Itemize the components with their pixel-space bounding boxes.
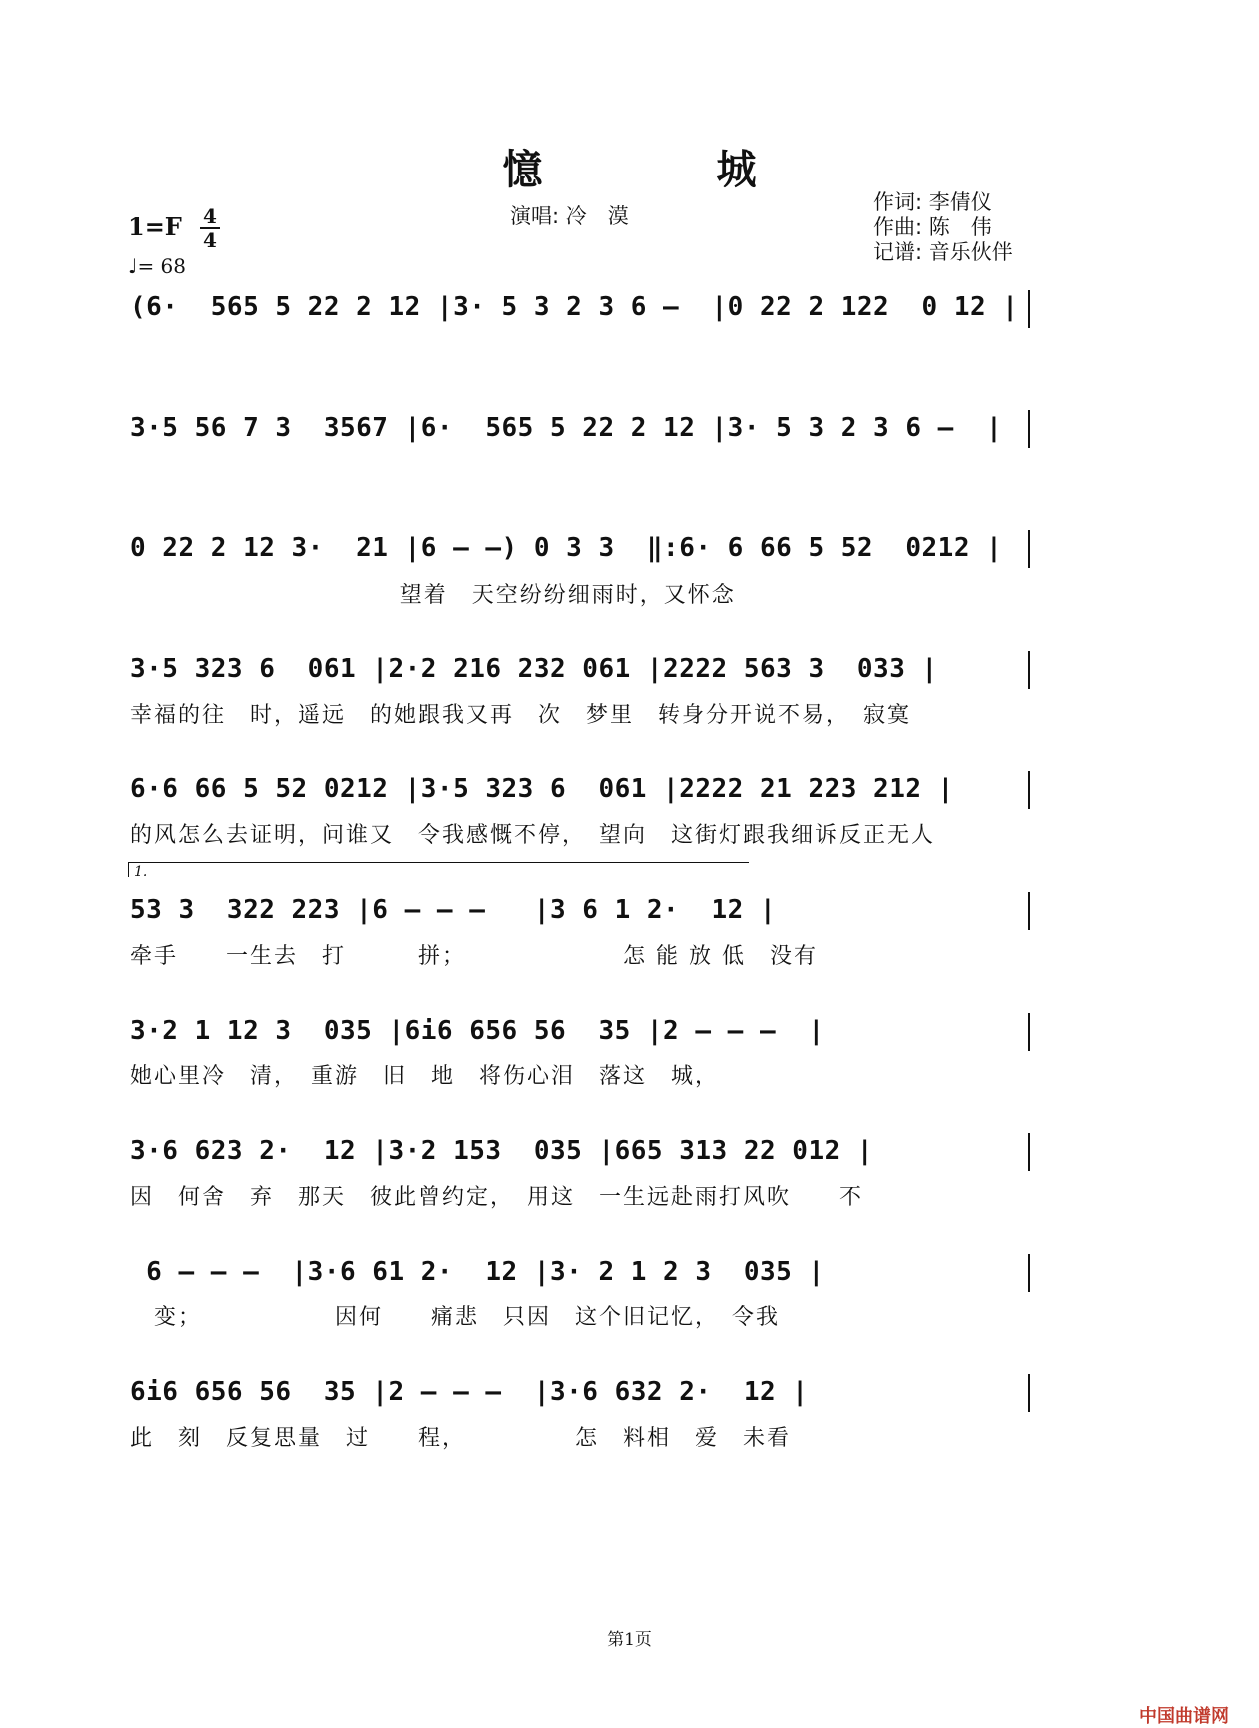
notation-line-6: 53 3 322 223 |6 – – – |3 6 1 2· 12 | [130, 895, 777, 925]
lyrics-line-9: 变； 因何 痛悲 只因 这个旧记忆， 令我 [130, 1305, 781, 1330]
end-barline-6 [1028, 892, 1030, 930]
notation-line-7: 3·2 1 12 3 035 |6i6 656 56 35 |2 – – – | [130, 1016, 825, 1046]
key-signature: 1=F [128, 212, 182, 241]
lyrics-line-5: 的风怎么去证明，问谁又 令我感慨不停， 望向 这街灯跟我细诉反正无人 [130, 823, 936, 848]
notation-line-9: 6 – – – |3·6 61 2· 12 |3· 2 1 2 3 035 | [130, 1257, 825, 1287]
notation-line-3: 0 22 2 12 3· 21 |6 – –) 0 3 3 ‖:6· 6 66 5 52 0212 | [130, 533, 1003, 563]
singer-credit: 演唱: 冷 漠 [510, 204, 629, 228]
lyrics-line-6: 牵手 一生去 打 拼； 怎 能 放 低 没有 [130, 944, 818, 969]
end-barline-1 [1028, 290, 1030, 328]
tempo-value: = 68 [137, 254, 187, 278]
tempo-marking [128, 254, 186, 278]
end-barline-8 [1028, 1133, 1030, 1171]
notation-line-10: 6i6 656 56 35 |2 – – – |3·6 632 2· 12 | [130, 1377, 809, 1407]
lyricist-credit: 作词: 李倩仪 [873, 190, 992, 214]
end-barline-7 [1028, 1013, 1030, 1051]
notation-line-1: (6· 565 5 22 2 12 |3· 5 3 2 3 6 – |0 22 2 122 0 12 | [130, 292, 1019, 322]
first-ending-bracket [128, 862, 749, 877]
song-title: 憶 城 [502, 147, 837, 193]
time-signature [200, 206, 220, 250]
notation-line-2: 3·5 56 7 3 3567 |6· 565 5 22 2 12 |3· 5 3 2 3 6 – | [130, 413, 1003, 443]
time-signature-top: 4 [203, 204, 217, 228]
notation-line-4: 3·5 323 6 061 |2·2 216 232 061 |2222 563 3 033 | [130, 654, 938, 684]
lyrics-line-7: 她心里冷 清， 重游 旧 地 将伤心泪 落这 城， [130, 1064, 720, 1089]
end-barline-3 [1028, 530, 1030, 568]
end-barline-4 [1028, 651, 1030, 689]
lyrics-line-3: 望着 天空纷纷细雨时，又怀念 [130, 583, 736, 608]
notation-line-8: 3·6 623 2· 12 |3·2 153 035 |665 313 22 012 | [130, 1136, 874, 1166]
lyrics-line-10: 此 刻 反复思量 过 程， 怎 料相 爱 未看 [130, 1426, 792, 1451]
composer-credit: 作曲: 陈 伟 [873, 215, 992, 239]
time-signature-bottom: 4 [203, 228, 217, 252]
page-number: 第1页 [607, 1630, 652, 1650]
quarter-note-icon: ♩ [128, 254, 138, 278]
end-barline-5 [1028, 771, 1030, 809]
site-watermark: 中国曲谱网 [1139, 1706, 1229, 1727]
end-barline-2 [1028, 410, 1030, 448]
lyrics-line-4: 幸福的往 时，遥远 的她跟我又再 次 梦里 转身分开说不易， 寂寞 [130, 703, 912, 728]
notation-line-5: 6·6 66 5 52 0212 |3·5 323 6 061 |2222 21 223 212 | [130, 774, 954, 804]
end-barline-10 [1028, 1374, 1030, 1412]
lyrics-line-8: 因 何舍 弃 那天 彼此曾约定， 用这 一生远赴雨打风吹 不 [130, 1185, 864, 1210]
end-barline-9 [1028, 1254, 1030, 1292]
transcriber-credit: 记谱: 音乐伙伴 [873, 240, 1013, 264]
first-ending-label: 1. [134, 864, 148, 880]
